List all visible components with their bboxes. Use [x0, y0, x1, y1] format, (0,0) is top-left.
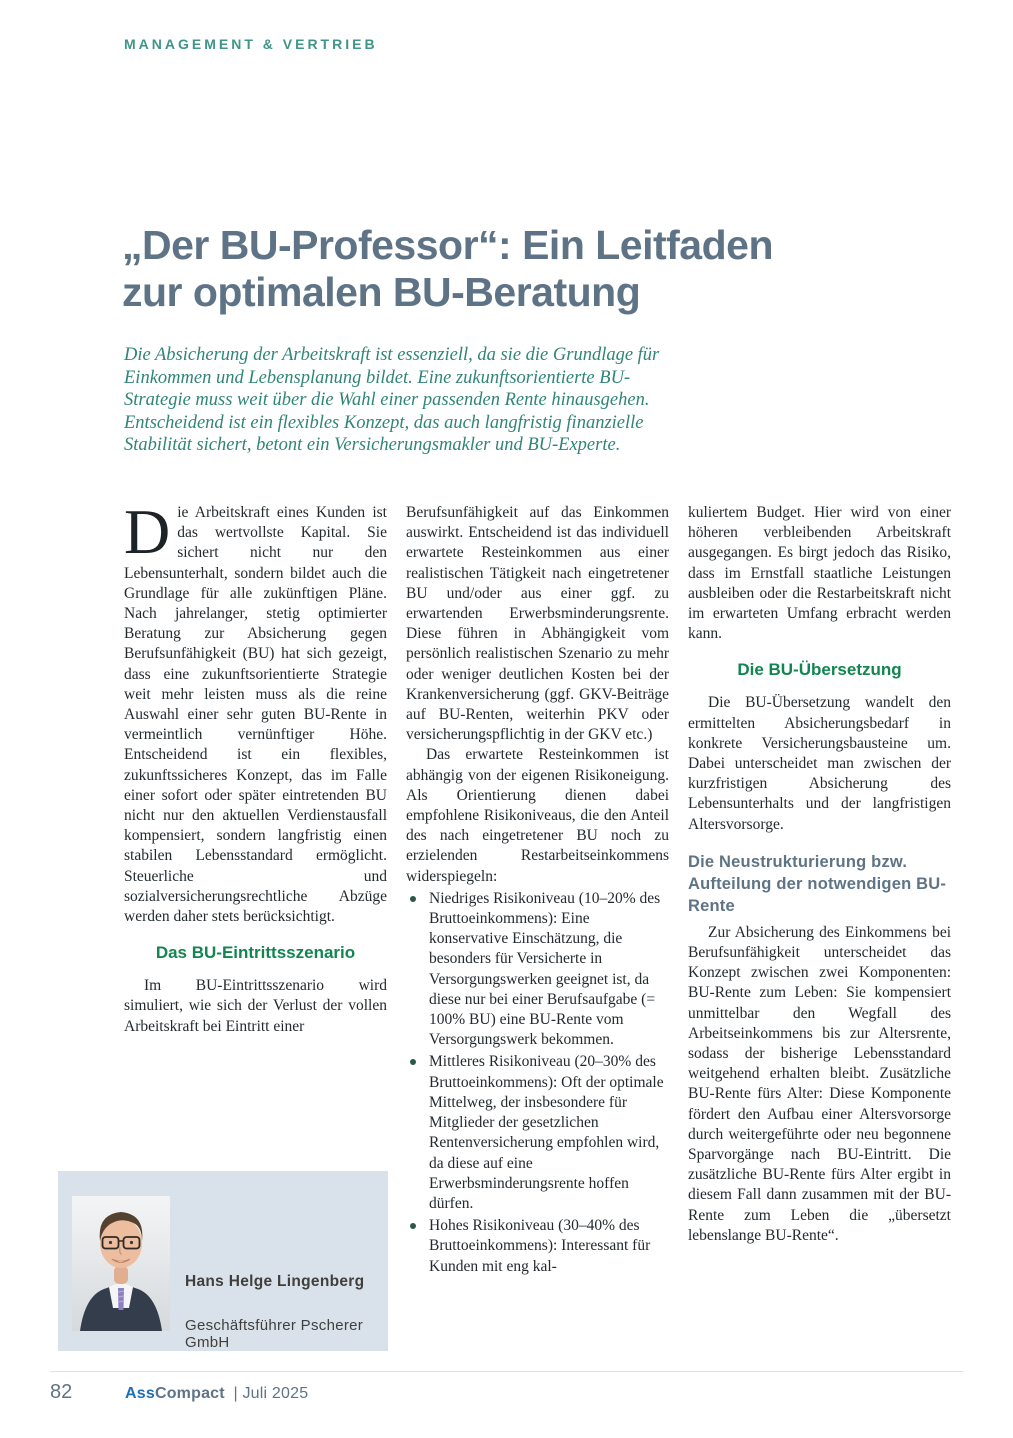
- body-paragraph: Im BU-Eintrittsszenario wird simuliert, wie sich der Verlust der vollen Arbeitskraft bei Eintritt einer: [124, 977, 387, 1035]
- section-kicker: MANAGEMENT & VERTRIEB: [124, 36, 378, 52]
- footer-divider: [50, 1371, 963, 1372]
- body-paragraph: Berufsunfähigkeit auf das Einkommen auswirkt. Entscheidend ist das individuell erwartete Resteinkommen aus einer realistischen Tätigkeit nach eingetretener BU und/oder aus einer ggf. zu erwartenden Erwerbsminderungsrente. Diese führen in Abhängigkeit vom persönlich realistischen Szenario zu mehr oder weniger deutlichen Kosten bei der Krankenversicherung (ggf. GKV-Beiträge auf BU-Renten, weiterhin PKV oder versicherungspflichtig in der GKV etc.): [406, 504, 669, 744]
- body-paragraph: Zur Absicherung des Einkommens bei Berufsunfähigkeit unterscheidet das Konzept zwischen zwei Komponenten: BU-Rente zum Leben: Sie kompensiert unmittelbar den Wegfall des Arbeitseinkommens bis zur Altersrente, sodass der bisherige Lebensstandard weitgehend erhalten bleibt. Zusätzliche BU-Rente fürs Alter: Diese Komponente fördert den Aufbau einer Altersvorsorge durch weitergeführte oder neu begonnene Sparvorgänge nach BU-Eintritt. Die zusätzliche BU-Rente fürs Alter ergibt in diesem Fall dann zusammen mit der BU-Rente zum Leben die „übersetzt lebenslange BU-Rente“.: [688, 923, 951, 1244]
- list-item-hohes-risikoniveau: Hohes Risikoniveau (30–40% des Bruttoeinkommens): Interessant für Kunden mit eng kal-: [406, 1216, 669, 1277]
- list-item-mittleres-risikoniveau: Mittleres Risikoniveau (20–30% des Bruttoeinkommens): Oft der optimale Mittelweg, der insbesondere für Mitglieder der gesetzlichen Rentenversicherung empfohlen wird, da diese auf eine Erwerbsminderungsrente hoffen dürfen.: [406, 1052, 669, 1214]
- issue-date: | Juli 2025: [233, 1385, 309, 1402]
- page-title-line1: „Der BU-Professor“: Ein Leitfaden: [122, 222, 773, 268]
- risk-level-list: [406, 889, 669, 1277]
- paragraph-text: ie Arbeitskraft eines Kunden ist das wertvollste Kapital. Sie sichert nicht nur den Lebensunterhalt, sondern bildet auch die Grundlage für alle zukünftigen Pläne. Nach jahrelanger, stetig optimierter Beratung zur Absicherung gegen Berufsunfähigkeit (BU) hat sich gezeigt, dass eine zukunftsorientierte Strategie weit mehr leisten muss als die reine Auswahl einer sehr guten BU-Rente in vermeintlich vernünftiger Höhe. Entscheidend ist ein flexibles, zukunftssicheres Konzept, das im Falle einer sofort oder später eintretenden BU nicht nur den aktuellen Verdienstausfall kompensiert, sondern langfristig einen stabilen Lebensstandard ermöglicht. Steuerliche und sozialversicherungsrechtliche Abzüge werden daher stets berücksichtigt.: [124, 504, 387, 926]
- drop-cap: D: [124, 496, 171, 567]
- brand-compact: Compact: [154, 1385, 225, 1402]
- lede-paragraph: Die Absicherung der Arbeitskraft ist essenziell, da sie die Grundlage für Einkommen und Lebensplanung bildet. Eine zukunftsorientierte BU-Strategie muss weit über die Wahl einer passenden Rente hinausgehen. Entscheidend ist ein flexibles Konzept, das auch langfristig finanzielle Stabilität sichert, betont ein Versicherungsmakler und BU-Experte.: [124, 345, 660, 455]
- brand-ass: Ass: [125, 1385, 155, 1402]
- subheading-neustrukturierung: Die Neustrukturierung bzw. Aufteilung der notwendigen BU-Rente: [688, 852, 947, 915]
- author-role: Geschäftsführer Pscherer GmbH: [185, 1317, 364, 1351]
- body-paragraph: kuliertem Budget. Hier wird von einer höheren verbleibenden Arbeitskraft ausgegangen. Es birgt jedoch das Risiko, dass im Ernstfall staatliche Leistungen ausbleiben oder die Restarbeitskraft nicht im erwarteten Umfang erbracht werden kann.: [688, 504, 951, 643]
- page-number: 82: [50, 1381, 73, 1403]
- column-1: [124, 496, 387, 1279]
- list-item-niedriges-risikoniveau: Niedriges Risikoniveau (10–20% des Bruttoeinkommens): Eine konservative Einschätzung, die besonders für Versicherte in Versorgungswerken geeignet ist, da diese nur bei einer Berufsaufgabe (= 100% BU) eine BU-Rente vom Versorgungswerk bekommen.: [406, 889, 669, 1051]
- column-3: [688, 503, 951, 1279]
- body-paragraph: Das erwartete Resteinkommen ist abhängig von der eigenen Risikoneigung. Als Orientierung dienen dabei empfohlene Risikoniveaus, die den Anteil des nach eingetretener BU noch zu erzielenden Restarbeitseinkommens widerspiegeln:: [406, 746, 669, 885]
- page-title: [122, 222, 822, 316]
- author-info-box: [58, 1171, 388, 1351]
- article-columns: [124, 496, 951, 1279]
- body-paragraph: [124, 496, 387, 927]
- portrait-photo: [72, 1196, 170, 1331]
- author-name: Hans Helge Lingenberg: [185, 1273, 365, 1290]
- heading-bu-eintrittsszenario: Das BU-Eintrittsszenario: [155, 943, 356, 963]
- heading-bu-uebersetzung: Die BU-Übersetzung: [737, 660, 902, 680]
- page-title-line2: zur optimalen BU-Beratung: [122, 269, 641, 315]
- footer-brand: [125, 1385, 308, 1403]
- column-2: [406, 503, 669, 1279]
- body-paragraph: Die BU-Übersetzung wandelt den ermittelten Absicherungsbedarf in konkrete Versicherungsbausteine um. Dabei unterscheidet man zwischen der kurzfristigen Absicherung des Lebensunterhalts und der langfristigen Altersvorsorge.: [688, 694, 951, 833]
